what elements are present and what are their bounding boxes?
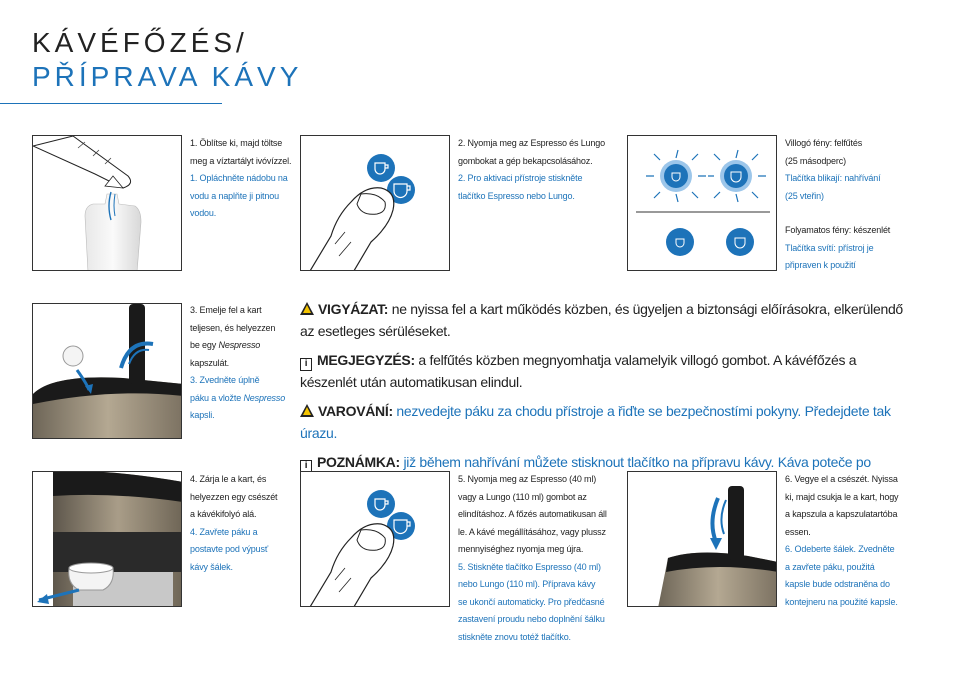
warning-czech: VAROVÁNÍ: nezvedejte páku za chodu přístroje a řiďte se bezpečnostími pokyny. Předejdete tak úrazu. <box>300 403 891 441</box>
step4-text: 4. Zárja le a kart, és helyezzen egy csészét a kávékifolyó alá. 4. Zavřete páku a postavte pod výpusť kávy šálek. <box>190 474 278 572</box>
step1-text: 1. Öblítse ki, majd töltse meg a víztartályt ivóvízzel. 1. Opláchněte nádobu na vodu a naplňte ji pitnou vodou. <box>190 138 292 218</box>
title-hungarian: KÁVÉFŐZÉS/ <box>32 27 248 58</box>
warning-icon <box>300 404 314 417</box>
step6-text: 6. Vegye el a csészét. Nyissa ki, majd csukja le a kart, hogy a kapszula a kapszulatartóba essen. 6. Odeberte šálek. Zvedněte a zavřete páku, použitá kapsle bude odstraněna do kontejneru na použité kapsle. <box>785 474 899 607</box>
step2-image <box>300 135 450 271</box>
title-underline <box>0 103 222 104</box>
step3-image <box>32 303 182 439</box>
step6-image <box>627 471 777 607</box>
info-icon: i <box>300 358 312 371</box>
info-icon: i <box>300 460 312 473</box>
finger-press-icon <box>301 472 450 607</box>
warning-hungarian: VIGYÁZAT: ne nyissa fel a kart működés közben, és ügyeljen a biztonsági előírásokra, elkerülendő az esetleges sérüléseket. <box>300 301 903 339</box>
step5-image <box>300 471 450 607</box>
indicator-lights-image <box>627 135 777 271</box>
step3-text: 3. Emelje fel a kart teljesen, és helyezzen be egy Nespresso kapszulát. 3. Zvedněte úplně páku a vložte Nespresso kapsli. <box>190 305 286 420</box>
warning-icon <box>300 302 314 315</box>
insert-capsule-icon <box>33 304 182 439</box>
step5-text: 5. Nyomja meg az Espresso (40 ml) vagy a Lungo (110 ml) gombot az elindításhoz. A főzés automatikusan áll le. A kávé megállításához, vagy plussz mennyiséghez nyomja meg újra. 5. Stiskněte tlačítko Espresso (40 ml) nebo Lungo (110 ml). Příprava kávy se ukončí automaticky. Pro předčasné zastavení proudu nebo doplnění šálku stiskněte znovu totéž tlačítko. <box>458 474 607 642</box>
step4-image <box>32 471 182 607</box>
eject-capsule-icon <box>628 472 777 607</box>
indicator-text: Villogó fény: felfűtés (25 másodperc) Tlačítka blikají: nahřívání (25 vteřin) Folyamatos fény: készenlét Tlačítka svítí: přístroj je připraven k použití <box>785 138 891 270</box>
note-czech: i POZNÁMKA: již během nahřívání můžete stisknout tlačítko na přípravu kávy. Káva poteče po <box>300 451 915 495</box>
finger-press-icon <box>301 136 450 271</box>
step1-image <box>32 135 182 271</box>
note-hungarian: i MEGJEGYZÉS: a felfűtés közben megnyomhatja valamelyik villogó gombot. A kávéfőzés a készenlét után automatikusan elindul. <box>300 352 857 390</box>
page-title <box>32 26 302 94</box>
place-cup-icon <box>33 472 182 607</box>
title-czech: PŘÍPRAVA KÁVY <box>32 61 303 92</box>
water-tank-icon <box>33 136 182 271</box>
step2-text: 2. Nyomja meg az Espresso és Lungo gombokat a gép bekapcsolásához. 2. Pro aktivaci přístroje stiskněte tlačítko Espresso nebo Lungo. <box>458 138 605 201</box>
button-lights-icon <box>628 136 777 271</box>
